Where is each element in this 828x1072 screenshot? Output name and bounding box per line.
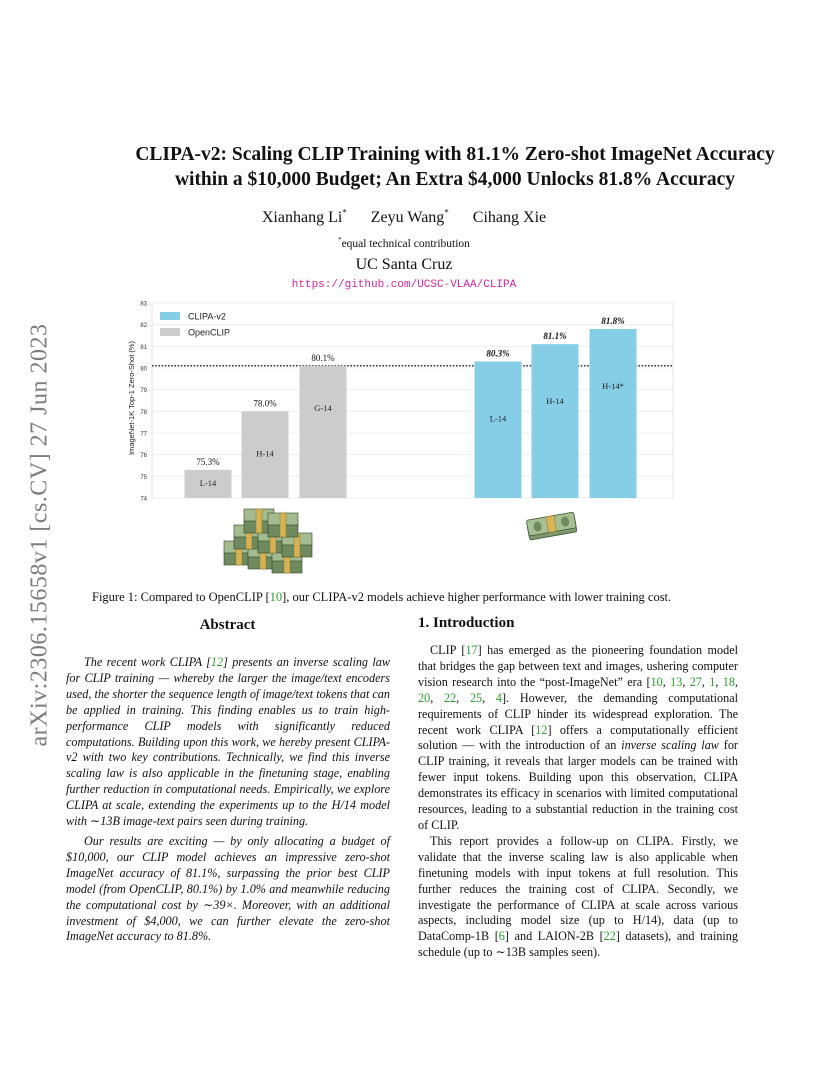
abstract-text bbox=[66, 655, 390, 945]
citation-link[interactable]: 25 bbox=[469, 690, 483, 705]
repo-link[interactable]: https://github.com/UCSC-VLAA/CLIPA bbox=[291, 279, 517, 291]
y-tick-label: 76 bbox=[140, 453, 147, 460]
bar-value-label: 78.0% bbox=[253, 398, 277, 409]
y-tick-label: 83 bbox=[140, 301, 147, 308]
citation-group: 10, 13, 27, 1, 18, 20, 22, 25, 4 bbox=[418, 674, 739, 705]
citation-link[interactable]: 1 bbox=[709, 674, 716, 689]
legend-label: CLIPA-v2 bbox=[188, 311, 226, 322]
abstract-heading: Abstract bbox=[199, 617, 256, 633]
bar-category-label: L-14 bbox=[489, 413, 507, 424]
author-list bbox=[0, 208, 808, 227]
citation-link[interactable]: 6 bbox=[498, 929, 505, 944]
citation-link[interactable]: 22 bbox=[603, 929, 616, 944]
author: Cihang Xie bbox=[472, 209, 547, 227]
paper-title bbox=[60, 142, 828, 192]
bar-clipa-v2-l-14 bbox=[475, 362, 522, 499]
y-tick-label: 78 bbox=[140, 409, 147, 416]
y-tick-label: 81 bbox=[140, 344, 147, 351]
y-tick-label: 80 bbox=[140, 366, 147, 373]
citation-link[interactable]: 27 bbox=[689, 674, 702, 689]
figure-caption: Figure 1: Compared to OpenCLIP [10], our CLIPA-v2 models achieve higher performance with lower training cost. bbox=[92, 590, 672, 604]
y-tick-label: 79 bbox=[140, 388, 147, 395]
bar-value-label: 80.3% bbox=[486, 348, 510, 359]
citation-link[interactable]: 18 bbox=[722, 674, 735, 689]
y-tick-label: 77 bbox=[140, 431, 147, 438]
legend-swatch bbox=[160, 312, 180, 320]
bar-clipa-v2-h-14 bbox=[532, 344, 579, 498]
arxiv-identifier: arXiv:2306.15658v1 [cs.CV] 27 Jun 2023 bbox=[26, 323, 53, 747]
accuracy-bar-chart bbox=[118, 298, 683, 510]
citation-link[interactable]: 12 bbox=[535, 722, 548, 737]
introduction-text bbox=[418, 643, 738, 961]
title-line-1: CLIPA-v2: Scaling CLIP Training with 81.1% Zero-shot ImageNet Accuracy bbox=[135, 144, 775, 165]
citation-link[interactable]: 13 bbox=[670, 674, 683, 689]
legend-label: OpenCLIP bbox=[188, 327, 231, 338]
citation-link[interactable]: 22 bbox=[443, 690, 457, 705]
intro-paragraph: CLIP [17] has emerged as the pioneering foundation model that bridges the gap between text and images, ushering computer vision research into the “post-ImageNet” era [10, 13, 27, 1, 18, 20, 22, 25, 4]. However, the demanding computational requirements of CLIP hinder its widespread exploration. The recent work CLIPA [12] offers a computationally efficient solution — with the introduction of an inverse scaling law for CLIP training, it reveals that larger models can be trained with fewer input tokens. Building upon this observation, CLIPA demonstrates its efficacy in scenarios with limited computational resources, leading to a substantial reduction in the training cost of CLIP. bbox=[418, 643, 739, 832]
citation-link[interactable]: 10 bbox=[650, 674, 663, 689]
citation-link[interactable]: 20 bbox=[418, 690, 431, 705]
citation-link[interactable]: 10 bbox=[269, 590, 283, 604]
y-tick-label: 75 bbox=[140, 474, 147, 481]
y-tick-label: 74 bbox=[140, 496, 147, 503]
bar-clipa-v2-h-14* bbox=[590, 329, 637, 498]
citation-link[interactable]: 4 bbox=[495, 690, 502, 705]
title-line-2: within a $10,000 Budget; An Extra $4,000 Unlocks 81.8% Accuracy bbox=[174, 169, 736, 190]
intro-paragraph: This report provides a follow-up on CLIPA. Firstly, we validate that the inverse scaling law is also applicable when finetuning models with input tokens at full resolution. This further reduces the training cost of CLIPA. Secondly, we investigate the performance of CLIPA at scale across various aspects, including model size (up to H/14), data (up to DataComp-1B [6] and LAION-2B [22] datasets), and training schedule (up to ∼13B samples seen). bbox=[418, 833, 738, 960]
bar-value-label: 81.8% bbox=[601, 316, 625, 326]
introduction-heading: 1. Introduction bbox=[418, 615, 515, 631]
bar-category-label: G-14 bbox=[314, 402, 332, 413]
bar-openclip-g-14 bbox=[300, 366, 347, 498]
bar-category-label: H-14 bbox=[256, 448, 274, 459]
legend-swatch bbox=[160, 328, 180, 336]
citation-link[interactable]: 12 bbox=[210, 655, 224, 669]
y-axis-label: ImageNet-1K Top-1 Zero-Shot (%) bbox=[127, 340, 136, 456]
small-money-stack-image bbox=[524, 510, 580, 546]
bar-category-label: L-14 bbox=[199, 477, 217, 488]
bar-category-label: H-14* bbox=[602, 381, 624, 391]
y-tick-label: 82 bbox=[140, 323, 147, 330]
author: Zeyu Wang* bbox=[370, 208, 449, 227]
bar-value-label: 81.1% bbox=[543, 331, 567, 342]
affiliation: UC Santa Cruz bbox=[355, 256, 453, 273]
large-money-stack-image bbox=[218, 505, 318, 577]
equal-contribution-note: *equal technical contribution bbox=[338, 236, 470, 250]
abstract-paragraph: The recent work CLIPA [12] presents an inverse scaling law for CLIP training — whereby the larger the image/text encoders used, the shorter the sequence length of image/text tokens that can be applied in training. This finding enables us to train high-performance CLIP models with significantly reduced computations. Building upon this work, we hereby present CLIPA-v2 with two key contributions. Technically, we find this inverse scaling law is also applicable in the finetuning stage, enabling further reduction in computational needs. Empirically, we explore CLIPA at scale, extending the experiments up to the H/14 model with ∼13B image-text pairs seen during training. bbox=[66, 655, 390, 829]
abstract-paragraph: Our results are exciting — by only allocating a budget of $10,000, our CLIP model achieves an impressive zero-shot ImageNet accuracy of 81.1%, surpassing the prior best CLIP model (from OpenCLIP, 80.1%) by 1.0% and meanwhile reducing the computational cost by ∼39×. Moreover, with an additional investment of $4,000, we can further elevate the zero-shot ImageNet accuracy to 81.8%. bbox=[66, 833, 390, 944]
bar-value-label: 80.1% bbox=[311, 352, 335, 363]
bar-value-label: 75.3% bbox=[196, 456, 220, 467]
author: Xianhang Li* bbox=[261, 208, 347, 227]
citation-link[interactable]: 17 bbox=[465, 643, 478, 657]
bar-category-label: H-14 bbox=[546, 396, 564, 407]
